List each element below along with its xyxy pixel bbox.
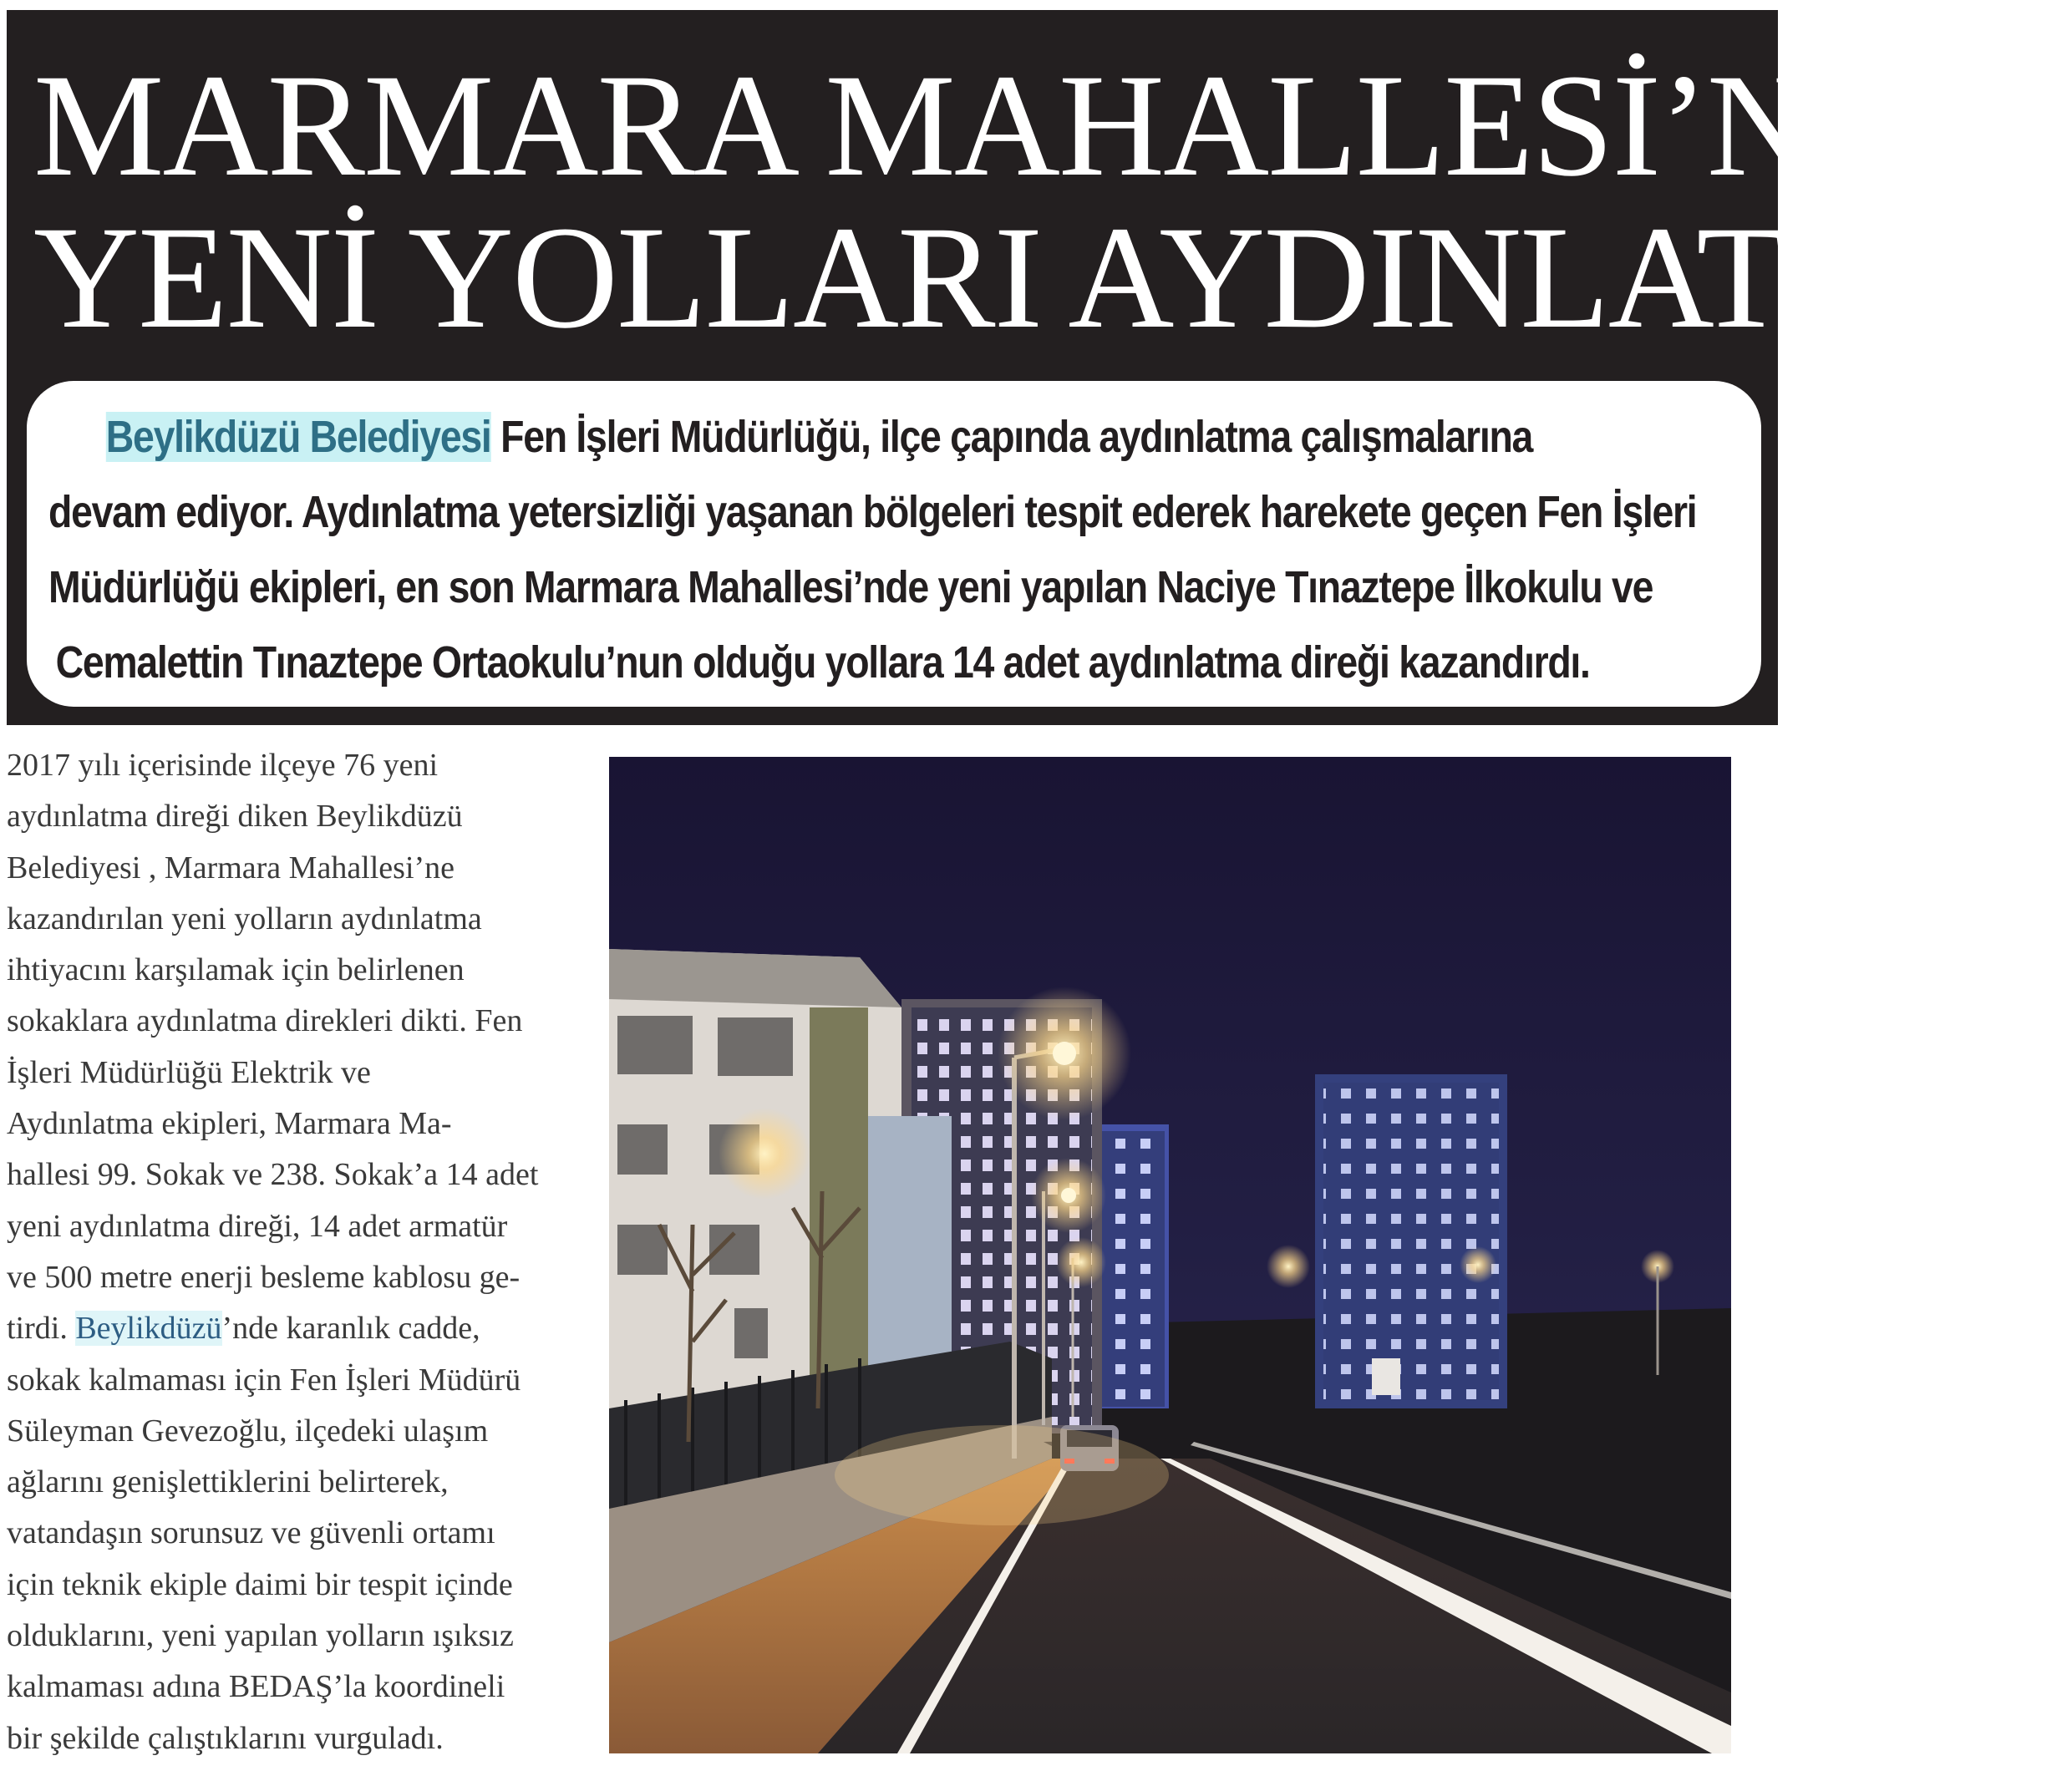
body-line: Süleyman Gevezoğlu, ilçedeki ulaşım: [7, 1413, 489, 1449]
lead-box: [27, 381, 1761, 707]
headline: [33, 44, 2072, 359]
lead-highlight-beylikduzu: Beylikdüzü Belediyesi: [105, 412, 491, 462]
body-line: kalmaması adına BEDAŞ’la koordineli: [7, 1669, 505, 1705]
body-line: Aydınlatma ekipleri, Marmara Ma-: [7, 1106, 452, 1142]
body-line: hallesi 99. Sokak ve 238. Sokak’a 14 adet: [7, 1157, 539, 1193]
body-highlight-beylikduzu: Beylikdüzü: [75, 1311, 222, 1347]
lead-line-3: Müdürlüğü ekipleri, en son Marmara Mahallesi’nde yeni yapılan Naciye Tınaztepe İlkokulu ve: [48, 562, 1653, 612]
lead-line-2: devam ediyor. Aydınlatma yetersizliği yaşanan bölgeleri tespit ederek harekete geçen Fen İşleri: [48, 487, 1697, 537]
lead-line-4: Cemalettin Tınaztepe Ortaokulu’nun olduğu yollara 14 adet aydınlatma direği kazandırdı.: [55, 637, 1590, 688]
headline-line-1: MARMARA MAHALLESİ’NİN: [33, 44, 1963, 207]
headline-line-2: YENİ YOLLARI AYDINLATILDI: [33, 196, 2072, 359]
body-line: sokaklara aydınlatma direkleri dikti. Fen: [7, 1003, 523, 1039]
photo-illustration: [609, 757, 1731, 1753]
body-line: bir şekilde çalıştıklarını vurguladı.: [7, 1720, 444, 1756]
body-line: Belediyesi , Marmara Mahallesi’ne: [7, 850, 455, 885]
body-line-12-post: ’nde karanlık cadde,: [221, 1311, 480, 1347]
article-body: [7, 740, 583, 1764]
utility-box: [1372, 1358, 1400, 1395]
body-line: aydınlatma direği diken Beylikdüzü: [7, 799, 463, 835]
wall-lamp-glow: [719, 1108, 810, 1200]
body-line: için teknik ekiple daimi bir tespit içinde: [7, 1566, 513, 1602]
body-line-highlight: [7, 1303, 583, 1354]
body-line: İşleri Müdürlüğü Elektrik ve: [7, 1054, 371, 1090]
body-line-12-pre: tirdi.: [7, 1311, 76, 1347]
body-line: olduklarını, yeni yapılan yolların ışıksız: [7, 1618, 514, 1654]
body-line: kazandırılan yeni yolların aydınlatma: [7, 901, 482, 936]
lead-paragraph: [48, 399, 1715, 700]
body-line: yeni aydınlatma direği, 14 adet armatür: [7, 1208, 508, 1244]
body-line: ve 500 metre enerji besleme kablosu ge-: [7, 1259, 521, 1295]
body-line: sokak kalmaması için Fen İşleri Müdürü: [7, 1362, 521, 1398]
lead-line-1: Fen İşleri Müdürlüğü, ilçe çapında aydınlatma çalışmalarına: [490, 412, 1533, 462]
body-line: ihtiyacını karşılamak için belirlenen: [7, 952, 465, 988]
body-line: 2017 yılı içerisinde ilçeye 76 yeni: [7, 748, 439, 783]
night-street-photo: [609, 757, 1731, 1753]
body-line: ağlarını genişlettiklerini belirterek,: [7, 1464, 449, 1500]
body-line: vatandaşın sorunsuz ve güvenli ortamı: [7, 1515, 495, 1551]
